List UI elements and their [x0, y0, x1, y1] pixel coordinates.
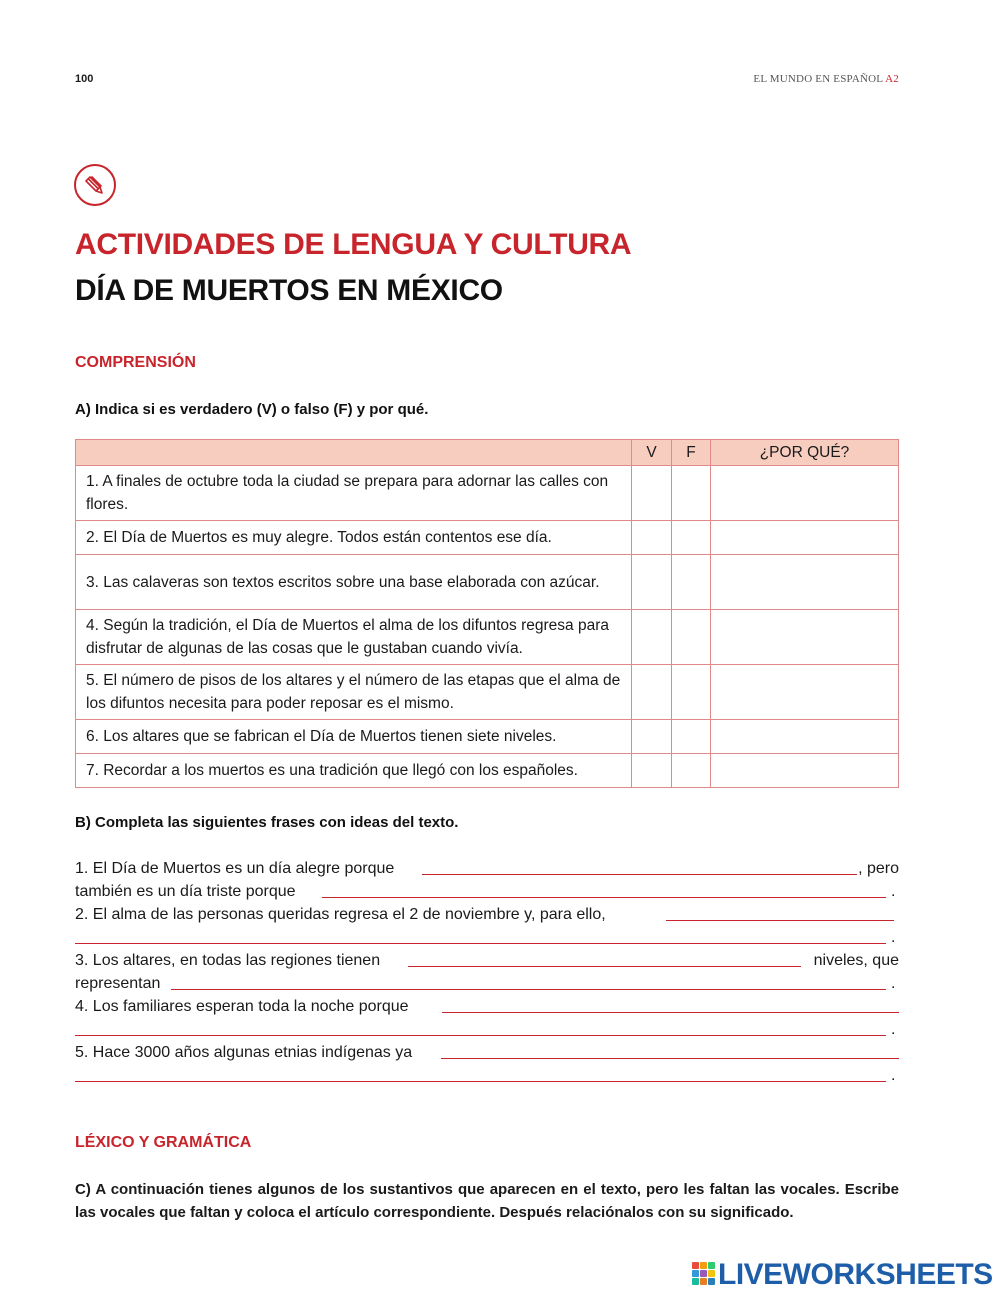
v-cell[interactable] — [632, 466, 672, 521]
f-cell[interactable] — [672, 754, 711, 788]
section-heading-comprension: COMPRENSIÓN — [75, 354, 196, 371]
page-title: ACTIVIDADES DE LENGUA Y CULTURA — [75, 228, 632, 261]
answer-blank[interactable] — [441, 1058, 899, 1059]
page-number: 100 — [75, 73, 94, 85]
sentence-5-text: 5. Hace 3000 años algunas etnias indígenas ya — [75, 1044, 413, 1061]
statement-cell: 1. A finales de octubre toda la ciudad se prepara para adornar las calles con flores. — [76, 466, 632, 521]
table-row — [76, 665, 899, 720]
pencil-icon — [74, 164, 116, 206]
header-por-que: ¿POR QUÉ? — [711, 440, 899, 466]
f-cell[interactable] — [672, 720, 711, 754]
por-que-cell[interactable] — [711, 466, 899, 521]
fill-in-sentences — [75, 857, 899, 1087]
v-cell[interactable] — [632, 720, 672, 754]
instruction-c: C) A continuación tienes algunos de los sustantivos que aparecen en el texto, pero les faltan las vocales. Escribe las vocales que faltan y coloca el artículo correspondiente. Después relaciónalos con su significado. — [75, 1181, 899, 1221]
table-row — [76, 720, 899, 754]
sentence-line — [75, 995, 899, 1018]
book-title — [753, 73, 899, 85]
logo-text: LIVEWORKSHEETS — [718, 1258, 993, 1291]
period: . — [891, 975, 896, 992]
answer-blank[interactable] — [666, 920, 894, 921]
sentence-3-continued: representan — [75, 975, 161, 992]
sentence-4-text: 4. Los familiares esperan toda la noche porque — [75, 998, 409, 1015]
answer-blank[interactable] — [408, 966, 801, 967]
f-cell[interactable] — [672, 610, 711, 665]
sentence-1-end: , pero — [858, 860, 899, 877]
sentence-line — [75, 1018, 899, 1041]
period: . — [891, 883, 896, 900]
true-false-table — [75, 439, 899, 788]
por-que-cell[interactable] — [711, 521, 899, 555]
sentence-2-text: 2. El alma de las personas queridas regresa el 2 de noviembre y, para ello, — [75, 906, 606, 923]
answer-blank[interactable] — [422, 874, 857, 875]
instruction-b: B) Completa las siguientes frases con ideas del texto. — [75, 814, 459, 831]
v-cell[interactable] — [632, 754, 672, 788]
period: . — [891, 1067, 896, 1084]
por-que-cell[interactable] — [711, 555, 899, 610]
table-row — [76, 610, 899, 665]
sentence-line — [75, 972, 899, 995]
sentence-1-text: 1. El Día de Muertos es un día alegre porque — [75, 860, 395, 877]
sentence-line — [75, 880, 899, 903]
f-cell[interactable] — [672, 665, 711, 720]
header-statement — [76, 440, 632, 466]
period: . — [891, 929, 896, 946]
sentence-line — [75, 1041, 899, 1064]
statement-cell: 6. Los altares que se fabrican el Día de Muertos tienen siete niveles. — [76, 720, 632, 754]
v-cell[interactable] — [632, 521, 672, 555]
f-cell[interactable] — [672, 555, 711, 610]
page-subtitle: DÍA DE MUERTOS EN MÉXICO — [75, 274, 503, 307]
statement-cell: 2. El Día de Muertos es muy alegre. Todos están contentos ese día. — [76, 521, 632, 555]
book-level: A2 — [885, 73, 899, 85]
table-header-row — [76, 440, 899, 466]
answer-blank[interactable] — [75, 1035, 886, 1036]
sentence-line — [75, 1064, 899, 1087]
por-que-cell[interactable] — [711, 610, 899, 665]
table-row — [76, 555, 899, 610]
por-que-cell[interactable] — [711, 720, 899, 754]
logo-grid-icon — [692, 1262, 714, 1286]
answer-blank[interactable] — [75, 1081, 886, 1082]
table-row — [76, 754, 899, 788]
header-v: V — [632, 440, 672, 466]
table-row — [76, 466, 899, 521]
sentence-3-end: niveles, que — [813, 952, 899, 969]
answer-blank[interactable] — [75, 943, 886, 944]
header-f: F — [672, 440, 711, 466]
answer-blank[interactable] — [442, 1012, 899, 1013]
answer-blank[interactable] — [322, 897, 886, 898]
v-cell[interactable] — [632, 610, 672, 665]
statement-cell: 3. Las calaveras son textos escritos sobre una base elaborada con azúcar. — [76, 555, 632, 610]
v-cell[interactable] — [632, 555, 672, 610]
period: . — [891, 1021, 896, 1038]
por-que-cell[interactable] — [711, 754, 899, 788]
f-cell[interactable] — [672, 521, 711, 555]
statement-cell: 4. Según la tradición, el Día de Muertos el alma de los difuntos regresa para disfrutar de algunas de las cosas que le gustaban cuando vivía. — [76, 610, 632, 665]
sentence-line — [75, 857, 899, 880]
v-cell[interactable] — [632, 665, 672, 720]
statement-cell: 5. El número de pisos de los altares y el número de las etapas que el alma de los difuntos necesita para poder reposar es el mismo. — [76, 665, 632, 720]
sentence-line — [75, 926, 899, 949]
por-que-cell[interactable] — [711, 665, 899, 720]
instruction-a: A) Indica si es verdadero (V) o falso (F) y por qué. — [75, 401, 429, 418]
book-title-text: EL MUNDO EN ESPAÑOL — [753, 73, 883, 85]
statement-cell: 7. Recordar a los muertos es una tradición que llegó con los españoles. — [76, 754, 632, 788]
section-heading-lexico: LÉXICO Y GRAMÁTICA — [75, 1134, 252, 1151]
sentence-line — [75, 949, 899, 972]
sentence-line — [75, 903, 899, 926]
f-cell[interactable] — [672, 466, 711, 521]
table-row — [76, 521, 899, 555]
answer-blank[interactable] — [171, 989, 886, 990]
sentence-3-text: 3. Los altares, en todas las regiones tienen — [75, 952, 381, 969]
sentence-1-continued: también es un día triste porque — [75, 883, 296, 900]
